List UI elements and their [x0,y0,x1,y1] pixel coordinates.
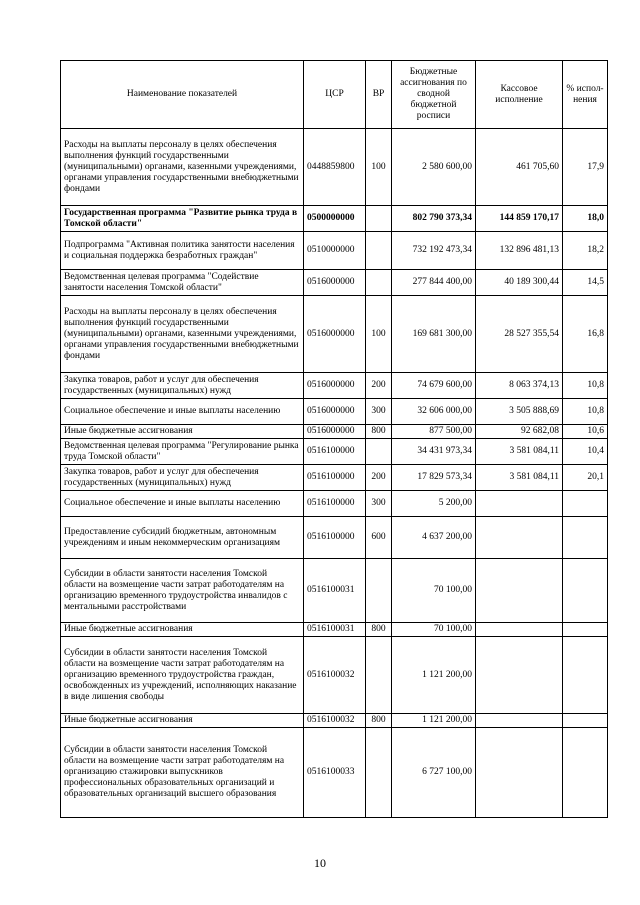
row-vr [366,439,392,465]
row-csr: 0516000000 [304,270,366,296]
row-name: Подпрограмма "Активная политика занятости населения и социальная поддержка безработных граждан" [61,232,304,270]
row-vr: 100 [366,129,392,206]
table-row [61,373,608,399]
row-csr: 0516100032 [304,637,366,714]
row-budget: 277 844 400,00 [392,270,476,296]
page-number: 10 [314,856,326,870]
row-cash: 3 505 888,69 [476,399,563,425]
table-row [61,129,608,206]
row-name: Закупка товаров, работ и услуг для обеспечения государственных (муниципальных) нужд [61,373,304,399]
row-cash: 28 527 355,54 [476,296,563,373]
row-vr [366,637,392,714]
table-row [61,559,608,623]
row-name: Субсидии в области занятости населения Томской области на возмещение части затрат работодателям на организацию стажировки выпускников профессиональных образовательных организаций и образовательных организаций высшего образования [61,728,304,818]
row-percent: 18,0 [563,206,608,232]
row-vr: 300 [366,399,392,425]
row-name: Закупка товаров, работ и услуг для обеспечения государственных (муниципальных) нужд [61,465,304,491]
row-vr [366,728,392,818]
table-row [61,425,608,439]
table-row [61,465,608,491]
row-budget: 877 500,00 [392,425,476,439]
row-percent: 20,1 [563,465,608,491]
header-vr: ВР [366,61,392,129]
row-cash: 132 896 481,13 [476,232,563,270]
table-row [61,296,608,373]
row-name: Предоставление субсидий бюджетным, автономным учреждениям и иным некоммерческим организациям [61,517,304,559]
row-name: Иные бюджетные ассигнования [61,714,304,728]
row-name: Социальное обеспечение и иные выплаты населению [61,491,304,517]
row-csr: 0510000000 [304,232,366,270]
header-budget: Бюджетные ассигнования по сводной бюджетной росписи [392,61,476,129]
table-row [61,491,608,517]
row-budget: 802 790 373,34 [392,206,476,232]
row-csr: 0516100000 [304,465,366,491]
row-percent: 14,5 [563,270,608,296]
row-csr: 0516000000 [304,296,366,373]
row-csr: 0516000000 [304,373,366,399]
table-row [61,623,608,637]
table-row [61,637,608,714]
table-row [61,728,608,818]
row-csr: 0516100033 [304,728,366,818]
table-row [61,270,608,296]
row-csr: 0516100000 [304,517,366,559]
row-name: Расходы на выплаты персоналу в целях обеспечения выполнения функций государственными (муниципальными) органами, казенными учреждениями, органами управления государственными внебюджетными фондами [61,129,304,206]
budget-execution-table [60,60,608,818]
row-vr [366,206,392,232]
row-budget: 70 100,00 [392,559,476,623]
row-budget: 2 580 600,00 [392,129,476,206]
row-cash [476,714,563,728]
row-csr: 0516100000 [304,491,366,517]
row-vr: 300 [366,491,392,517]
row-vr [366,232,392,270]
table-row [61,517,608,559]
row-name: Ведомственная целевая программа "Содействие занятости населения Томской области" [61,270,304,296]
row-percent [563,637,608,714]
row-budget: 74 679 600,00 [392,373,476,399]
row-name: Социальное обеспечение и иные выплаты населению [61,399,304,425]
row-csr: 0500000000 [304,206,366,232]
row-budget: 32 606 000,00 [392,399,476,425]
row-budget: 6 727 100,00 [392,728,476,818]
row-budget: 70 100,00 [392,623,476,637]
row-cash: 40 189 300,44 [476,270,563,296]
row-vr: 200 [366,373,392,399]
header-cash: Кассовое исполнение [476,61,563,129]
row-cash [476,637,563,714]
row-percent: 17,9 [563,129,608,206]
table-row [61,714,608,728]
header-csr: ЦСР [304,61,366,129]
row-csr: 0448859800 [304,129,366,206]
row-cash [476,517,563,559]
row-name: Иные бюджетные ассигнования [61,425,304,439]
row-percent [563,517,608,559]
row-budget: 34 431 973,34 [392,439,476,465]
row-csr: 0516100000 [304,439,366,465]
row-vr [366,270,392,296]
row-percent [563,559,608,623]
table-row [61,206,608,232]
row-budget: 732 192 473,34 [392,232,476,270]
row-percent: 18,2 [563,232,608,270]
row-percent: 10,4 [563,439,608,465]
row-cash: 461 705,60 [476,129,563,206]
row-percent: 10,8 [563,373,608,399]
row-vr: 800 [366,425,392,439]
row-csr: 0516100031 [304,623,366,637]
row-percent: 10,8 [563,399,608,425]
row-cash [476,491,563,517]
row-budget: 5 200,00 [392,491,476,517]
row-cash [476,728,563,818]
row-vr: 600 [366,517,392,559]
row-csr: 0516100031 [304,559,366,623]
row-csr: 0516100032 [304,714,366,728]
row-cash: 8 063 374,13 [476,373,563,399]
row-name: Субсидии в области занятости населения Томской области на возмещение части затрат работодателям на организацию временного трудоустройства граждан, освобожденных из учреждений, исполняющих наказание в виде лишения свободы [61,637,304,714]
row-csr: 0516000000 [304,425,366,439]
row-cash: 3 581 084,11 [476,439,563,465]
table-row [61,399,608,425]
table-row [61,439,608,465]
row-name: Расходы на выплаты персоналу в целях обеспечения выполнения функций государственными (муниципальными) органами, казенными учреждениями, органами управления государственными внебюджетными фондами [61,296,304,373]
row-percent: 10,6 [563,425,608,439]
row-cash: 144 859 170,17 [476,206,563,232]
header-name: Наименование показателей [61,61,304,129]
row-cash: 3 581 084,11 [476,465,563,491]
row-csr: 0516000000 [304,399,366,425]
row-vr [366,559,392,623]
row-budget: 1 121 200,00 [392,714,476,728]
table-row [61,232,608,270]
row-name: Субсидии в области занятости населения Томской области на возмещение части затрат работодателям на организацию временного трудоустройства инвалидов с ментальными расстройствами [61,559,304,623]
header-percent: % испол-нения [563,61,608,129]
row-budget: 17 829 573,34 [392,465,476,491]
row-vr: 800 [366,714,392,728]
row-name: Ведомственная целевая программа "Регулирование рынка труда Томской области" [61,439,304,465]
table-header-row [61,61,608,129]
row-vr: 100 [366,296,392,373]
row-percent [563,491,608,517]
row-budget: 169 681 300,00 [392,296,476,373]
row-budget: 4 637 200,00 [392,517,476,559]
row-percent [563,623,608,637]
row-cash [476,623,563,637]
row-vr: 800 [366,623,392,637]
row-budget: 1 121 200,00 [392,637,476,714]
row-vr: 200 [366,465,392,491]
row-name: Государственная программа "Развитие рынка труда в Томской области" [61,206,304,232]
row-cash [476,559,563,623]
row-name: Иные бюджетные ассигнования [61,623,304,637]
row-percent: 16,8 [563,296,608,373]
row-cash: 92 682,08 [476,425,563,439]
row-percent [563,714,608,728]
row-percent [563,728,608,818]
